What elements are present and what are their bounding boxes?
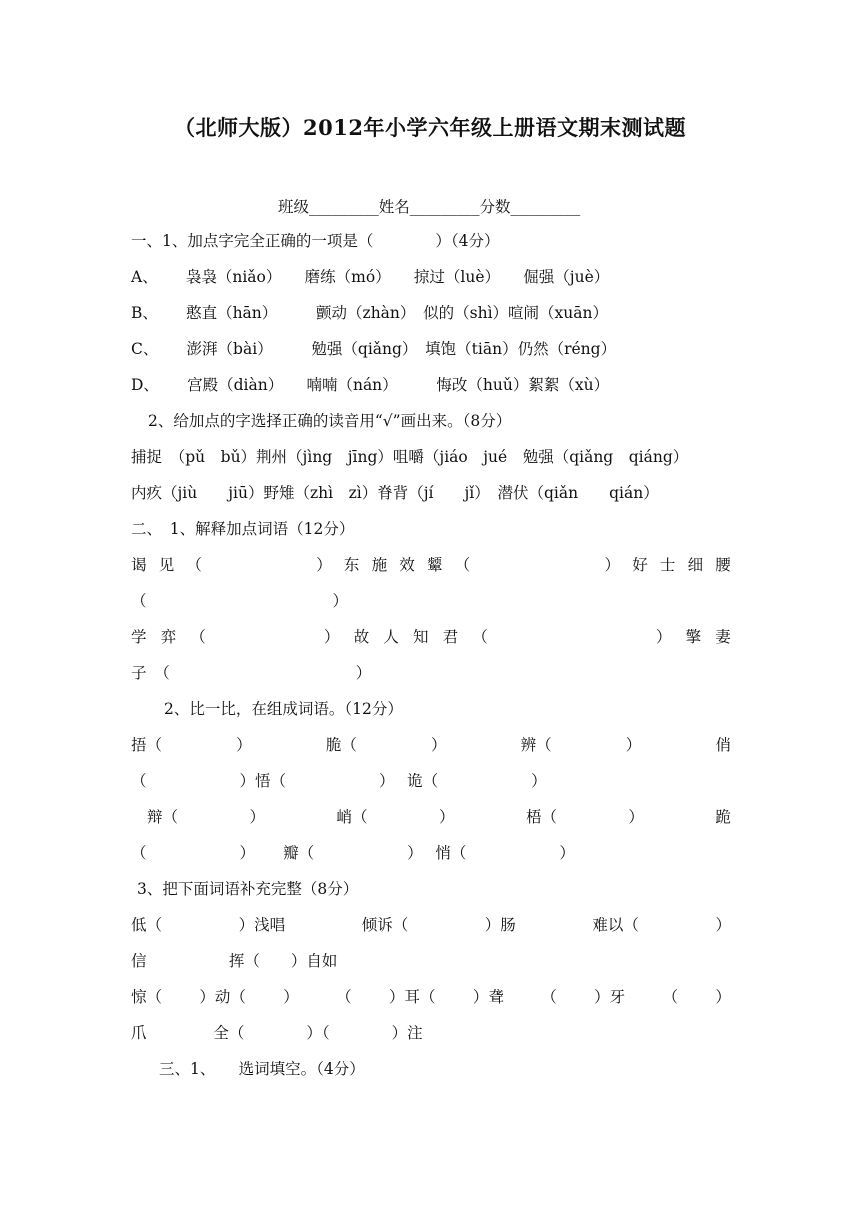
text-cell: （ [472,628,488,646]
compare-words-line [131,734,731,756]
section1-option-c: C、 澎湃（bài） 勉强（qiǎng） 填饱（tiān）仍然（réng） [131,340,617,358]
text-cell: 见 [158,556,175,574]
explain-words-line: （ ） [131,592,349,610]
text-cell: ） [316,556,332,574]
section2-question2: 2、比一比，在组成词语。（12分） [164,700,403,718]
compare-words-line [147,806,731,828]
pinyin-choice-line: 捕捉 （pǔ bǔ）荆州（jìng jīng）咀嚼（jiáo jué 勉强（qiǎng qiáng） [131,448,689,466]
text-cell: 峭（ [336,808,368,826]
text-cell: 惊（ [131,988,163,1006]
text-cell: 人 [383,628,399,646]
section2-question3: 3、把下面词语补充完整（8分） [137,880,359,898]
text-cell: ） [283,988,299,1006]
explain-words-line: 子 （ ） [131,664,372,682]
document-title: （北师大版）2012年小学六年级上册语文期末测试题 [174,115,686,140]
text-cell: 辨（ [520,736,552,754]
text-cell: ） [656,628,672,646]
text-cell: （ [454,556,471,574]
text-cell: ） [715,988,731,1006]
compare-words-line: （ ）悟（ ） 诡（ ） [131,772,547,790]
text-cell: 故 [353,628,370,646]
text-cell: ） [625,736,642,754]
section1-question2: 2、给加点的字选择正确的读音用“√”画出来。（8分） [148,412,512,430]
text-cell: 知 [412,628,429,646]
text-cell: ） [604,556,621,574]
text-cell: （ [662,988,679,1006]
pinyin-choice-line: 内疚（jiù jiū）野雉（zhì zì）脊背（jí jǐ） 潜伏（qiǎn qián） [131,484,659,502]
complete-words-line [131,986,731,1008]
text-cell: ） [438,808,455,826]
explain-words-line [131,554,731,576]
text-cell: 俏 [715,736,731,754]
text-cell: 低（ [131,916,163,934]
section1-option-b: B、 憨直（hān） 颤动（zhàn） 似的（shì）喧闹（xuān） [131,304,608,322]
text-cell: ）浅唱 [238,916,286,934]
section1-option-a: A、 袅袅（niǎo） 磨练（mó） 掠过（luè） 倔强（juè） [131,268,610,286]
text-cell: 擎 [685,628,702,646]
text-cell: ）聋 [472,988,504,1006]
text-cell: 士 [659,556,676,574]
text-cell: （ [541,988,557,1006]
text-cell: ） [715,916,731,934]
explain-words-line [131,626,731,648]
text-cell: 君 [442,628,459,646]
text-cell: 脆（ [325,736,357,754]
complete-words-line: 信 挥（ ）自如 [131,952,338,970]
text-cell: 学 [131,628,147,646]
text-cell: （ [336,988,352,1006]
text-cell: 细 [687,556,704,574]
compare-words-line: （ ） 瓣（ ） 悄（ ） [131,844,575,862]
text-cell: 梧（ [525,808,557,826]
text-cell: ）动（ [199,988,246,1006]
text-cell: 腰 [715,556,731,574]
text-cell: ） [628,808,644,826]
text-cell: 难以（ [592,916,639,934]
text-cell: 谒 [131,556,147,574]
section2-question1: 二、 1、解释加点词语（12分） [131,520,355,538]
text-cell: （ [186,556,202,574]
text-cell: 颦 [426,556,443,574]
text-cell: 捂（ [131,736,163,754]
complete-words-line [131,914,731,936]
text-cell: 东 [343,556,360,574]
section1-option-d: D、 宫殿（diàn） 喃喃（nán） 悔改（huǔ）絮絮（xù） [131,376,610,394]
text-cell: 好 [632,556,648,574]
text-cell: 跪 [715,808,731,826]
text-cell: ） [430,736,447,754]
text-cell: 效 [399,556,415,574]
text-cell: 施 [371,556,388,574]
text-cell: 辩（ [147,808,179,826]
text-cell: ）耳（ [389,988,436,1006]
text-cell: 倾诉（ [361,916,409,934]
text-cell: ） [236,736,252,754]
student-info-line: 班级_________姓名_________分数_________ [278,198,581,216]
text-cell: 妻 [715,628,731,646]
text-cell: ） [324,628,340,646]
section3-question1: 三、1、 选词填空。（4分） [159,1060,365,1078]
text-cell: （ [190,628,206,646]
text-cell: ）牙 [594,988,626,1006]
section1-question1: 一、1、加点字完全正确的一项是（ ）（4分） [131,232,500,250]
text-cell: ）肠 [484,916,516,934]
complete-words-line: 爪 全（ ）（ ）注 [131,1024,423,1042]
text-cell: 弈 [160,628,177,646]
text-cell: ） [249,808,265,826]
